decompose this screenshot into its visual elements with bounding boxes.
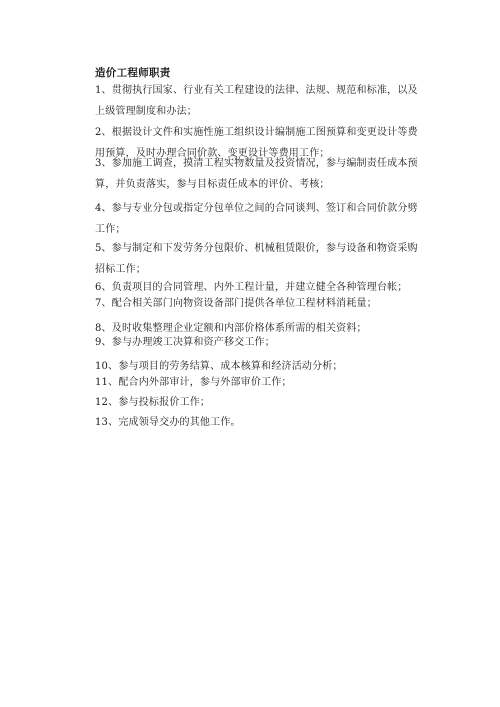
duty-item-13: 13、完成领导交办的其他工作。 <box>95 417 241 428</box>
duty-item-1: 1、贯彻执行国家、行业有关工程建设的法律、法规、规范和标准，以及上级管理制度和办法； <box>95 85 418 117</box>
duty-item-11: 11、配合内外部审计，参与外部审价工作； <box>95 377 292 388</box>
duty-item-10: 10、参与项目的劳务结算、成本核算和经济活动分析； <box>95 361 343 372</box>
duty-item-3: 3、参加施工调查，摸清工程实物数量及投资情况，参与编制责任成本预算，并负责落实，参与目标责任成本的评价、考核； <box>95 158 418 190</box>
duty-item-4: 4、参与专业分包或指定分包单位之间的合同谈判、签订和合同价款分劈工作； <box>95 203 418 235</box>
duty-item-2: 2、根据设计文件和实施性施工组织设计编制施工图预算和变更设计等费用预算，及时办理合同价款、变更设计等费用工作； <box>95 127 418 159</box>
duty-item-6: 6、负责项目的合同管理、内外工程计量，并建立健全各种管理台帐； <box>95 282 408 293</box>
duty-item-12: 12、参与投标报价工作； <box>95 397 211 408</box>
duty-item-5: 5、参与制定和下发劳务分包限价、机械租赁限价，参与设备和物资采购招标工作； <box>95 243 418 275</box>
document-title: 造价工程师职责 <box>95 67 171 79</box>
duty-item-8: 8、及时收集整理企业定额和内部价格体系所需的相关资料； <box>95 323 367 334</box>
duty-item-7: 7、配合相关部门向物资设备部门提供各单位工程材料消耗量； <box>95 298 377 309</box>
duty-item-9: 9、参与办理竣工决算和资产移交工作； <box>95 337 275 348</box>
